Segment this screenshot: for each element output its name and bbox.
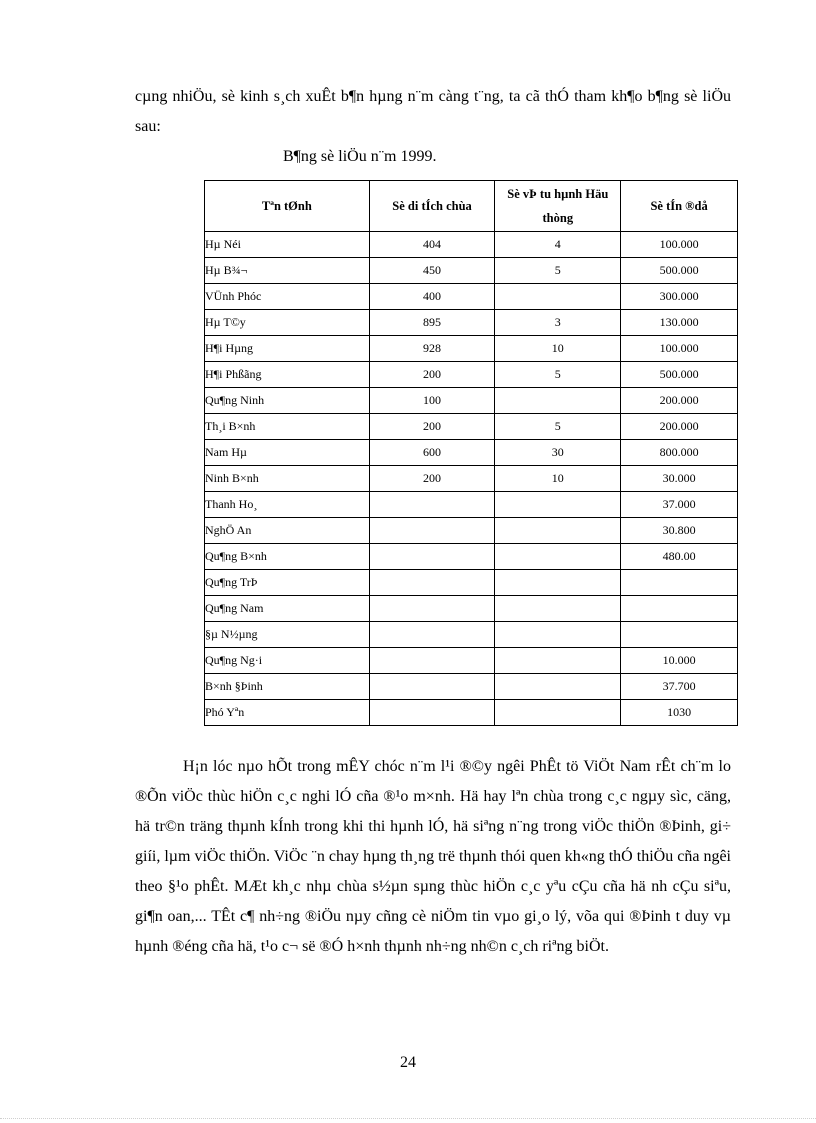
cell-follower-count <box>621 570 738 596</box>
table-header-row <box>205 181 738 232</box>
table-row <box>205 570 738 596</box>
cell-follower-count: 100.000 <box>621 232 738 258</box>
cell-monk-count: 3 <box>495 310 621 336</box>
table-row <box>205 674 738 700</box>
table-row <box>205 388 738 414</box>
paragraph-body: H¡n lóc nµo hÕt trong mÊY chóc n¨m l¹i ®©y ngêi PhÊt tö ViÖt Nam rÊt ch¨m lo ®Õn viÖc thùc hiÖn c¸c nghi lÓ cña ®¹o m×nh. Hä hay lªn chùa trong c¸c ngµy sìc, cäng, hä tr©n träng thµnh kÍnh trong khi thi hµnh lÓ, hä siªng n¨ng trong viÖc thiÖn ®Þinh, gi÷ giíi, lµm viÖc thiÖn. ViÖc ¨n chay hµng th¸ng trë thµnh thói quen kh«ng thÓ thiÖu cña ngêi theo §¹o phÊt. MÆt kh¸c nhµ chùa s½µn sµng thùc hiÖn c¸c yªu cÇu cña hä nh cÇu siªu, gi¶n oan,... TÊt c¶ nh÷ng ®iÖu nµy cñng cè niÖm tin vµo gi¸o lý, võa qui ®Þinh t duy vµ hµnh ®éng cña hä, t¹o c¬ së ®Ó h×nh thµnh nh÷ng nh©n c¸ch riªng biÖt. <box>135 758 731 955</box>
cell-follower-count: 500.000 <box>621 258 738 284</box>
table-row <box>205 596 738 622</box>
cell-monk-count: 4 <box>495 232 621 258</box>
cell-monk-count <box>495 648 621 674</box>
cell-pagoda-count: 200 <box>369 362 495 388</box>
cell-follower-count: 37.700 <box>621 674 738 700</box>
cell-follower-count: 480.00 <box>621 544 738 570</box>
cell-pagoda-count <box>369 648 495 674</box>
cell-follower-count: 130.000 <box>621 310 738 336</box>
cell-monk-count <box>495 284 621 310</box>
cell-pagoda-count <box>369 518 495 544</box>
table-row <box>205 544 738 570</box>
cell-monk-count <box>495 622 621 648</box>
statistics-table <box>204 180 738 726</box>
cell-follower-count: 800.000 <box>621 440 738 466</box>
cell-province: H¶i Phßãng <box>205 362 370 388</box>
cell-province: Thanh Ho¸ <box>205 492 370 518</box>
cell-pagoda-count <box>369 570 495 596</box>
cell-province: NghÖ An <box>205 518 370 544</box>
cell-pagoda-count <box>369 622 495 648</box>
paragraph-intro: cµng nhiÖu, sè kinh s¸ch xuÊt b¶n hµng n¨m càng t¨ng, ta cã thÓ tham kh¶o b¶ng sè liÖu sau: <box>135 88 731 135</box>
cell-follower-count <box>621 596 738 622</box>
cell-province: Nam Hµ <box>205 440 370 466</box>
cell-pagoda-count: 928 <box>369 336 495 362</box>
cell-follower-count: 100.000 <box>621 336 738 362</box>
header-pagoda-count: Sè di tÍch chùa <box>369 181 495 232</box>
cell-monk-count: 5 <box>495 258 621 284</box>
cell-monk-count: 30 <box>495 440 621 466</box>
cell-monk-count: 10 <box>495 466 621 492</box>
table-row <box>205 648 738 674</box>
header-follower-count: Sè tÍn ®då <box>621 181 738 232</box>
cell-monk-count <box>495 492 621 518</box>
cell-province: Hµ T©y <box>205 310 370 336</box>
cell-pagoda-count <box>369 596 495 622</box>
cell-province: §µ N½µng <box>205 622 370 648</box>
cell-province: Qu¶ng TrÞ <box>205 570 370 596</box>
cell-follower-count: 300.000 <box>621 284 738 310</box>
cell-follower-count <box>621 622 738 648</box>
table-row <box>205 518 738 544</box>
cell-province: Phó Yªn <box>205 700 370 726</box>
table-row <box>205 492 738 518</box>
cell-monk-count: 5 <box>495 362 621 388</box>
cell-monk-count <box>495 570 621 596</box>
page-number: 24 <box>400 1054 416 1071</box>
cell-follower-count: 30.000 <box>621 466 738 492</box>
cell-monk-count <box>495 544 621 570</box>
cell-pagoda-count <box>369 674 495 700</box>
cell-pagoda-count <box>369 544 495 570</box>
cell-pagoda-count: 895 <box>369 310 495 336</box>
cell-pagoda-count: 404 <box>369 232 495 258</box>
cell-monk-count <box>495 596 621 622</box>
cell-follower-count: 200.000 <box>621 414 738 440</box>
table-row <box>205 232 738 258</box>
table-row <box>205 362 738 388</box>
table-row <box>205 700 738 726</box>
cell-pagoda-count: 600 <box>369 440 495 466</box>
cell-monk-count <box>495 518 621 544</box>
cell-follower-count: 30.800 <box>621 518 738 544</box>
cell-monk-count <box>495 674 621 700</box>
cell-monk-count <box>495 700 621 726</box>
cell-province: Qu¶ng Ng·i <box>205 648 370 674</box>
cell-follower-count: 10.000 <box>621 648 738 674</box>
cell-pagoda-count <box>369 492 495 518</box>
table-row <box>205 258 738 284</box>
table-row <box>205 284 738 310</box>
cell-province: Qu¶ng B×nh <box>205 544 370 570</box>
header-monk-count: Sè vÞ tu hµnh Häu thòng <box>495 181 621 232</box>
cell-province: Ninh B×nh <box>205 466 370 492</box>
cell-pagoda-count <box>369 700 495 726</box>
cell-follower-count: 500.000 <box>621 362 738 388</box>
cell-province: Hµ Néi <box>205 232 370 258</box>
table-row <box>205 336 738 362</box>
cell-province: Th¸i B×nh <box>205 414 370 440</box>
cell-monk-count <box>495 388 621 414</box>
cell-province: VÜnh Phóc <box>205 284 370 310</box>
cell-follower-count: 37.000 <box>621 492 738 518</box>
table-row <box>205 310 738 336</box>
cell-pagoda-count: 400 <box>369 284 495 310</box>
cell-province: B×nh §Þinh <box>205 674 370 700</box>
cell-province: Qu¶ng Nam <box>205 596 370 622</box>
cell-province: Qu¶ng Ninh <box>205 388 370 414</box>
cell-pagoda-count: 450 <box>369 258 495 284</box>
cell-pagoda-count: 200 <box>369 414 495 440</box>
cell-pagoda-count: 200 <box>369 466 495 492</box>
cell-monk-count: 10 <box>495 336 621 362</box>
cell-pagoda-count: 100 <box>369 388 495 414</box>
header-province: Tªn tØnh <box>205 181 370 232</box>
cell-province: H¶i Hµng <box>205 336 370 362</box>
cell-monk-count: 5 <box>495 414 621 440</box>
cell-follower-count: 1030 <box>621 700 738 726</box>
table-row <box>205 622 738 648</box>
footer-divider <box>0 1118 816 1119</box>
cell-province: Hµ B¾¬ <box>205 258 370 284</box>
table-caption: B¶ng sè liÖu n¨m 1999. <box>283 148 437 165</box>
table-row <box>205 466 738 492</box>
table-row <box>205 414 738 440</box>
cell-follower-count: 200.000 <box>621 388 738 414</box>
table-row <box>205 440 738 466</box>
